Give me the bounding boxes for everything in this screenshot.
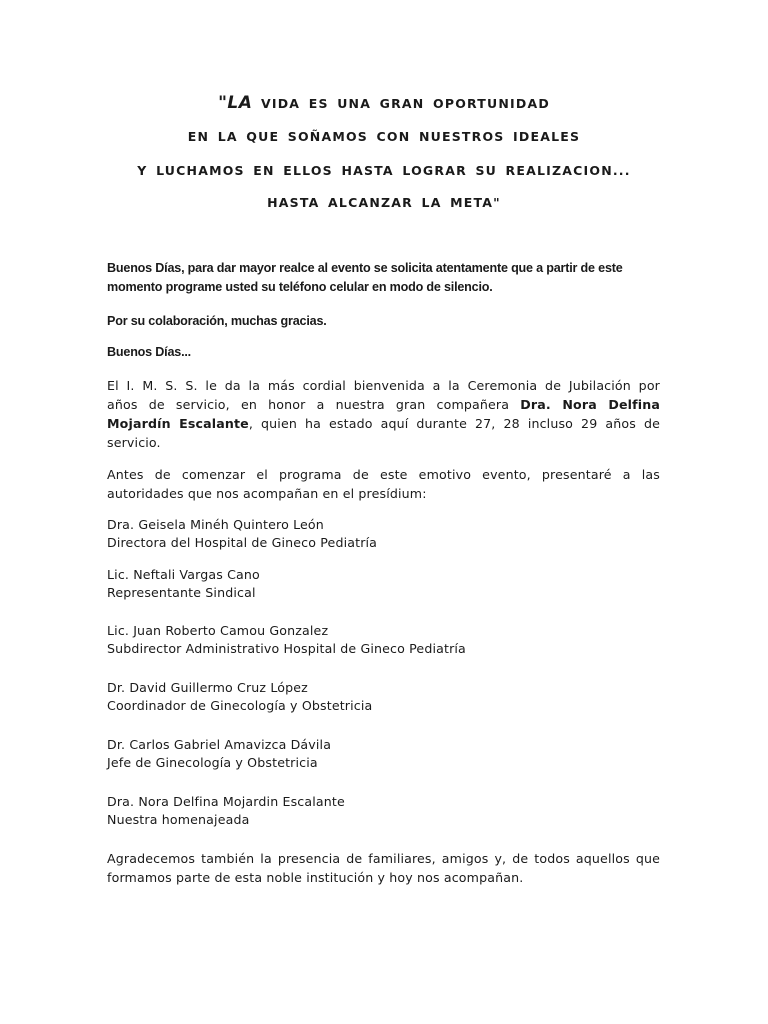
intro-paragraph-silence	[107, 259, 667, 297]
intro-paragraph-thanks: Por su colaboración, muchas gracias.	[107, 314, 327, 328]
honoree-name-part: Dra. Nora Delfina	[520, 397, 660, 412]
authority-role: Representante Sindical	[107, 585, 256, 600]
title-line-2: EN LA QUE SOÑAMOS CON NUESTROS IDEALES	[187, 129, 581, 144]
honoree-name-part: Mojardín Escalante	[107, 416, 249, 431]
authority-name: Dr. David Guillermo Cruz López	[107, 680, 308, 695]
authority-entry	[107, 516, 667, 552]
authority-entry	[107, 622, 667, 658]
closing-line: Agradecemos también la presencia de familiares, amigos y, de todos aquellos que	[107, 851, 660, 866]
welcome-line-text: , quien ha estado aquí durante 27, 28 incluso 29 años de	[248, 416, 660, 431]
authority-name: Dr. Carlos Gabriel Amavizca Dávila	[107, 737, 332, 752]
intro-line: Buenos Días, para dar mayor realce al evento se solicita atentamente que a partir de este	[107, 261, 623, 275]
welcome-line	[107, 414, 660, 433]
closing-line: formamos parte de esta noble institución y hoy nos acompañan.	[107, 870, 524, 885]
intro-line: momento programe usted su teléfono celular en modo de silencio.	[107, 280, 493, 294]
program-paragraph	[107, 465, 660, 503]
title-line-3: Y LUCHAMOS EN ELLOS HASTA LOGRAR SU REALIZACION...	[137, 163, 631, 178]
title-line-1	[0, 93, 768, 113]
welcome-line: servicio.	[107, 435, 161, 450]
welcome-line	[107, 395, 660, 414]
welcome-line: El I. M. S. S. le da la más cordial bienvenida a la Ceremonia de Jubilación por	[107, 378, 660, 393]
authority-entry	[107, 679, 667, 715]
authority-entry	[107, 736, 667, 772]
authority-role: Jefe de Ginecología y Obstetricia	[107, 755, 318, 770]
authority-role: Subdirector Administrativo Hospital de Gineco Pediatría	[107, 641, 466, 656]
authority-role: Directora del Hospital de Gineco Pediatría	[107, 535, 378, 550]
program-line: Antes de comenzar el programa de este emotivo evento, presentaré a las	[107, 467, 660, 482]
title-open-word: "LA	[218, 93, 253, 113]
authority-entry	[107, 566, 667, 602]
authority-name: Dra. Nora Delfina Mojardin Escalante	[107, 794, 345, 809]
authority-role: Coordinador de Ginecología y Obstetricia	[107, 698, 373, 713]
closing-paragraph	[107, 849, 660, 887]
title-line-4: HASTA ALCANZAR LA META"	[267, 195, 501, 210]
authority-entry	[107, 793, 667, 829]
welcome-line-text: años de servicio, en honor a nuestra gran compañera	[107, 397, 510, 412]
authority-role: Nuestra homenajeada	[107, 812, 250, 827]
welcome-paragraph	[107, 376, 660, 452]
intro-paragraph-greeting: Buenos Días...	[107, 345, 191, 359]
program-line: autoridades que nos acompañan en el presídium:	[107, 486, 427, 501]
authority-name: Dra. Geisela Minéh Quintero León	[107, 517, 324, 532]
authority-name: Lic. Neftali Vargas Cano	[107, 567, 260, 582]
title-line-1-text: VIDA ES UNA GRAN OPORTUNIDAD	[260, 96, 550, 111]
authority-name: Lic. Juan Roberto Camou Gonzalez	[107, 623, 329, 638]
